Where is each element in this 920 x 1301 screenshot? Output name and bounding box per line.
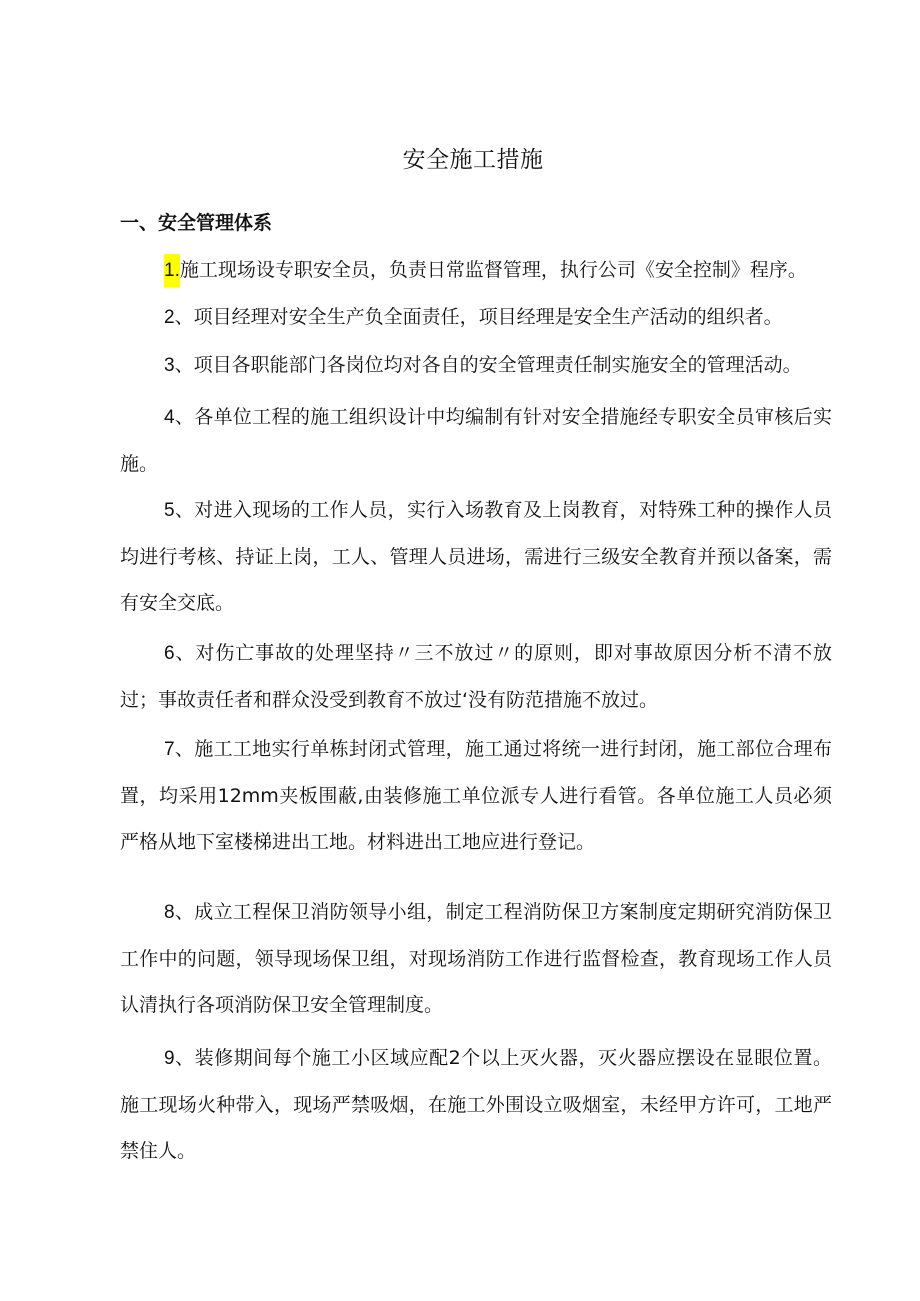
paragraph-number: 3、 — [164, 355, 194, 376]
paragraph-text: 成立工程保卫消防领导小组，制定工程消防保卫方案制度定期研究消防保卫工作中的问题，领导现场保卫组，对现场消防工作进行监督检查，教育现场工作人员认清执行各项消防保卫安全管理制度。 — [120, 901, 832, 1016]
paragraph-2 — [120, 294, 832, 341]
paragraph-text: 施工现场设专职安全员，负责日常监督管理，执行公司《安全控制》程序。 — [179, 259, 807, 281]
paragraph-number: 7、 — [164, 739, 195, 760]
paragraph-7 — [120, 726, 832, 865]
paragraph-number: 4、 — [164, 407, 195, 428]
paragraph-text: 项目各职能部门各岗位均对各自的安全管理责任制实施安全的管理活动。 — [193, 354, 802, 376]
paragraph-text: 项目经理对安全生产负全面责任，项目经理是安全生产活动的组织者。 — [193, 306, 783, 328]
paragraph-number: 5、 — [164, 500, 195, 521]
paragraph-6 — [120, 630, 832, 723]
paragraph-text: 施工工地实行单栋封闭式管理，施工通过将统一进行封闭，施工部位合理布置，均采用12mm夹板围蔽,由装修施工单位派专人进行看管。各单位施工人员必须严格从地下室楼梯进出工地。材料进出工地应进行登记。 — [120, 738, 832, 853]
paragraph-5 — [120, 487, 832, 626]
paragraph-1 — [120, 247, 832, 294]
paragraph-number: 2、 — [164, 307, 194, 328]
paragraph-text: 各单位工程的施工组织设计中均编制有针对安全措施经专职安全员审核后实施。 — [120, 406, 832, 475]
paragraph-text: 装修期间每个施工小区域应配2个以上灭火器，灭火器应摆设在显眼位置。施工现场火种带入，现场严禁吸烟，在施工外围设立吸烟室，未经甲方许可，工地严禁住人。 — [120, 1047, 832, 1162]
paragraph-number: 9、 — [164, 1048, 195, 1069]
document-title: 安全施工措施 — [402, 147, 544, 173]
paragraph-8 — [120, 889, 832, 1028]
section-heading: 一、安全管理体系 — [120, 212, 273, 234]
paragraph-number: 6、 — [164, 643, 196, 664]
paragraph-text: 对进入现场的工作人员，实行入场教育及上岗教育，对特殊工种的操作人员均进行考核、持证上岗，工人、管理人员进场，需进行三级安全教育并预以备案，需有安全交底。 — [120, 499, 832, 614]
paragraph-3 — [120, 342, 832, 389]
paragraph-9 — [120, 1035, 832, 1174]
paragraph-4 — [120, 394, 832, 487]
paragraph-number: 8、 — [164, 902, 195, 923]
paragraph-text: 对伤亡事故的处理坚持〃三不放过〃的原则，即对事故原因分析不清不放过；事故责任者和群众没受到教育不放过‘没有防范措施不放过。 — [120, 642, 832, 711]
paragraph-number-highlighted: 1. — [164, 254, 180, 287]
